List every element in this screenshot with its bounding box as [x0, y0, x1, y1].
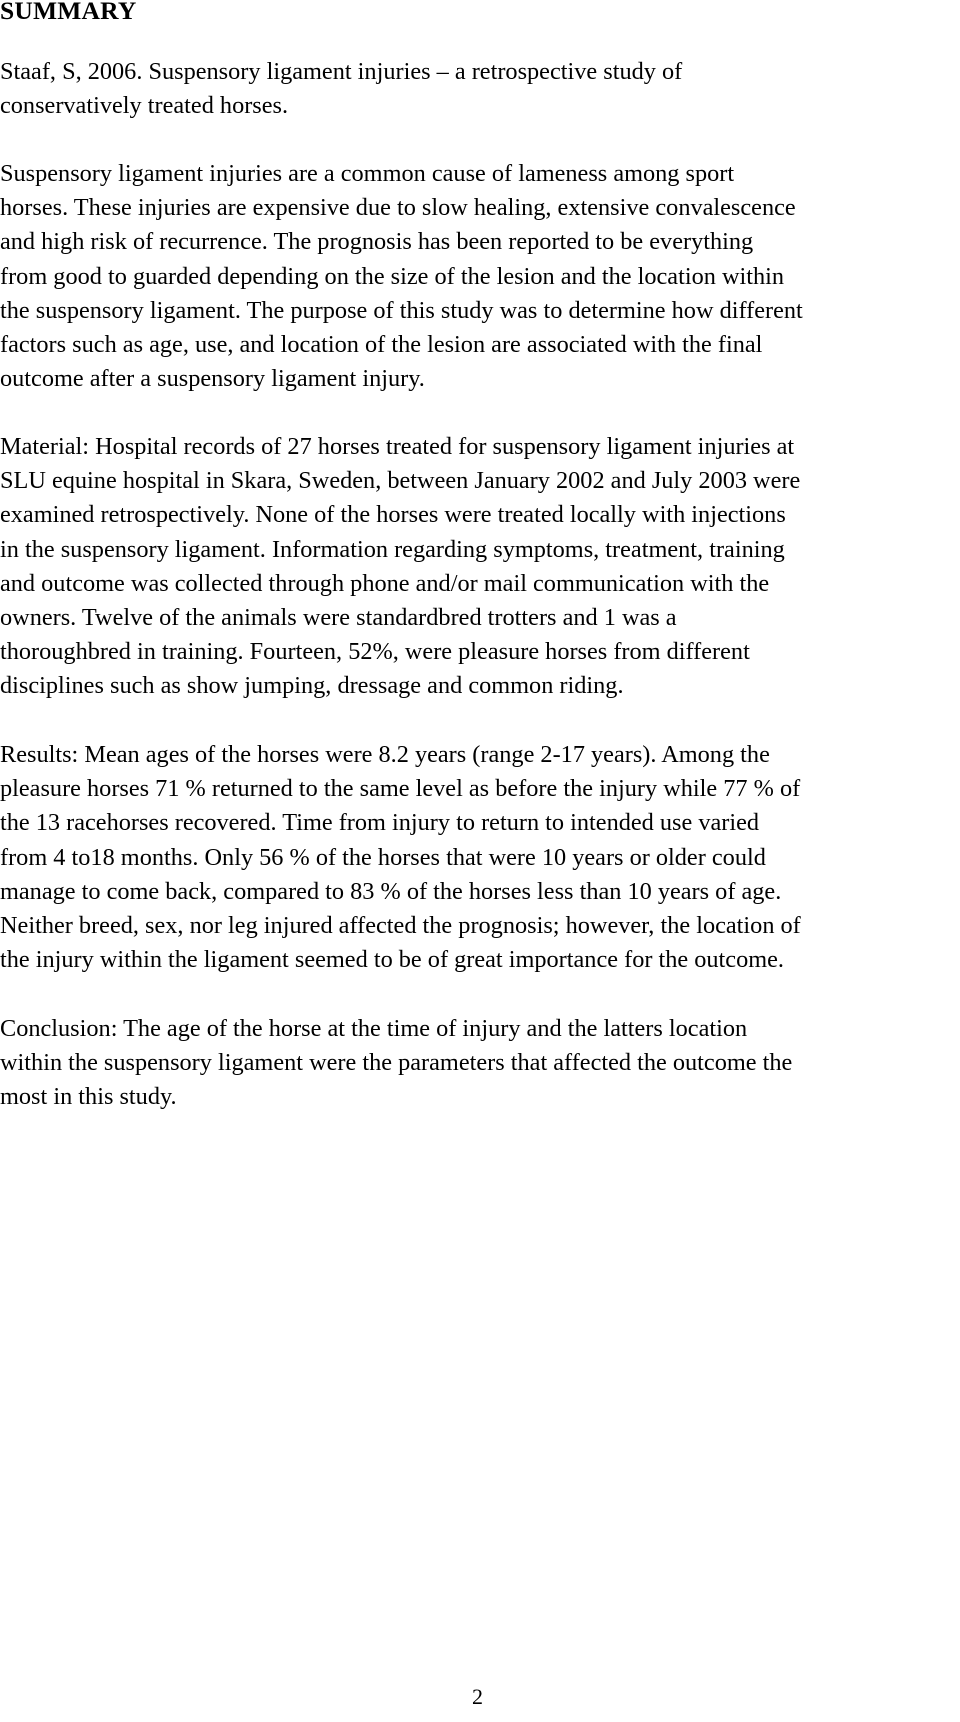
- results-paragraph: [0, 738, 960, 977]
- paragraph-line: pleasure horses 71 % returned to the same level as before the injury while 77 % of: [0, 775, 801, 803]
- paragraph-line: and high risk of recurrence. The prognosis has been reported to be everything: [0, 228, 754, 256]
- paragraph-line: Staaf, S, 2006. Suspensory ligament injuries – a retrospective study of: [0, 58, 683, 85]
- paragraph-line: examined retrospectively. None of the horses were treated locally with injections: [0, 501, 786, 529]
- paragraph-line: manage to come back, compared to 83 % of the horses less than 10 years of age.: [0, 877, 782, 905]
- material-paragraph: [0, 430, 960, 704]
- paragraph-line: Conclusion: The age of the horse at the time of injury and the latters location: [0, 1015, 748, 1042]
- paragraph-line: and outcome was collected through phone and/or mail communication with the: [0, 569, 770, 597]
- paragraph-line: the suspensory ligament. The purpose of this study was to determine how different: [0, 296, 803, 324]
- paragraph-line: thoroughbred in training. Fourteen, 52%, were pleasure horses from different: [0, 638, 750, 666]
- intro-paragraph: [0, 157, 960, 396]
- summary-heading: SUMMARY: [0, 0, 137, 25]
- paragraph-line: factors such as age, use, and location of the lesion are associated with the final: [0, 331, 763, 359]
- page-number: 2: [472, 1684, 483, 1709]
- paragraph-line: the injury within the ligament seemed to be of great importance for the outcome.: [0, 946, 785, 974]
- paragraph-line: the 13 racehorses recovered. Time from injury to return to intended use varied: [0, 809, 760, 837]
- paragraph-line: owners. Twelve of the animals were standardbred trotters and 1 was a: [0, 604, 677, 632]
- paragraph-line: in the suspensory ligament. Information regarding symptoms, treatment, training: [0, 535, 785, 563]
- citation-paragraph: [0, 55, 960, 123]
- paragraph-line: most in this study.: [0, 1083, 177, 1111]
- paragraph-line: from 4 to18 months. Only 56 % of the horses that were 10 years or older could: [0, 843, 766, 871]
- paragraph-line: from good to guarded depending on the size of the lesion and the location within: [0, 262, 785, 290]
- paragraph-line: horses. These injuries are expensive due to slow healing, extensive convalescence: [0, 194, 796, 222]
- paragraph-line: Material: Hospital records of 27 horses treated for suspensory ligament injuries at: [0, 433, 795, 460]
- paragraph-line: Neither breed, sex, nor leg injured affected the prognosis; however, the location of: [0, 912, 801, 940]
- conclusion-paragraph: [0, 1012, 960, 1115]
- paragraph-line: outcome after a suspensory ligament injury.: [0, 365, 425, 393]
- paragraph-line: disciplines such as show jumping, dressage and common riding.: [0, 672, 624, 700]
- paragraph-line: conservatively treated horses.: [0, 92, 289, 120]
- paragraph-line: SLU equine hospital in Skara, Sweden, between January 2002 and July 2003 were: [0, 467, 801, 495]
- paragraph-line: within the suspensory ligament were the parameters that affected the outcome the: [0, 1049, 793, 1077]
- paragraph-line: Results: Mean ages of the horses were 8.2 years (range 2-17 years). Among the: [0, 741, 770, 768]
- paragraph-line: Suspensory ligament injuries are a common cause of lameness among sport: [0, 160, 735, 187]
